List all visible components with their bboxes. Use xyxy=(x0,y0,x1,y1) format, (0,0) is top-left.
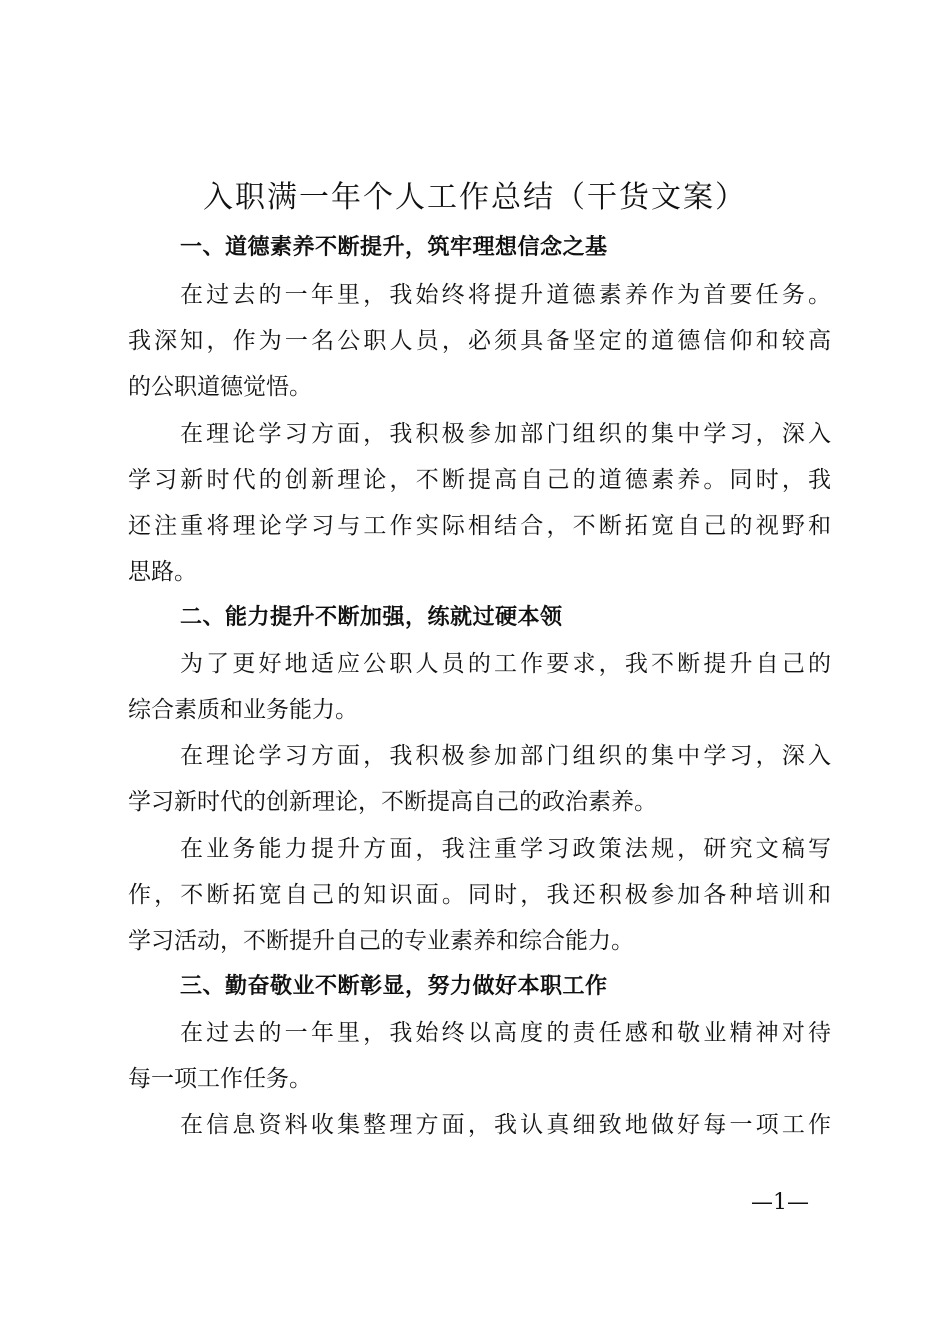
paragraph-line: 学习活动，不断提升自己的专业素养和综合能力。 xyxy=(128,928,634,954)
paragraph-line: 学习新时代的创新理论，不断提高自己的道德素养。同时，我 xyxy=(128,467,831,493)
paragraph-line: 综合素质和业务能力。 xyxy=(128,697,358,723)
document-title: 入职满一年个人工作总结（干货文案） xyxy=(203,180,747,215)
paragraph-line: 在过去的一年里，我始终将提升道德素养作为首要任务。 xyxy=(180,282,831,308)
paragraph-line: 还注重将理论学习与工作实际相结合，不断拓宽自己的视野和 xyxy=(128,513,831,539)
paragraph-line: 在业务能力提升方面，我注重学习政策法规，研究文稿写 xyxy=(180,836,831,862)
section-heading-2: 二、能力提升不断加强，练就过硬本领 xyxy=(180,605,563,630)
section-heading-1: 一、道德素养不断提升，筑牢理想信念之基 xyxy=(180,235,608,260)
paragraph-line: 作，不断拓宽自己的知识面。同时，我还积极参加各种培训和 xyxy=(128,882,831,908)
section-heading-3: 三、勤奋敬业不断彰显，努力做好本职工作 xyxy=(180,974,608,999)
paragraph-line: 我深知，作为一名公职人员，必须具备坚定的道德信仰和较高 xyxy=(128,328,831,354)
paragraph-line: 每一项工作任务。 xyxy=(128,1066,312,1092)
paragraph-line: 为了更好地适应公职人员的工作要求，我不断提升自己的 xyxy=(180,651,831,677)
paragraph-line: 在过去的一年里，我始终以高度的责任感和敬业精神对待 xyxy=(180,1020,831,1046)
paragraph-line: 思路。 xyxy=(128,559,197,585)
paragraph-line: 的公职道德觉悟。 xyxy=(128,374,312,400)
paragraph-line: 学习新时代的创新理论，不断提高自己的政治素养。 xyxy=(128,789,657,815)
paragraph-line: 在理论学习方面，我积极参加部门组织的集中学习，深入 xyxy=(180,421,831,447)
paragraph-line: 在信息资料收集整理方面，我认真细致地做好每一项工作 xyxy=(180,1112,831,1138)
page-number: —1— xyxy=(751,1190,809,1215)
paragraph-line: 在理论学习方面，我积极参加部门组织的集中学习，深入 xyxy=(180,743,831,769)
